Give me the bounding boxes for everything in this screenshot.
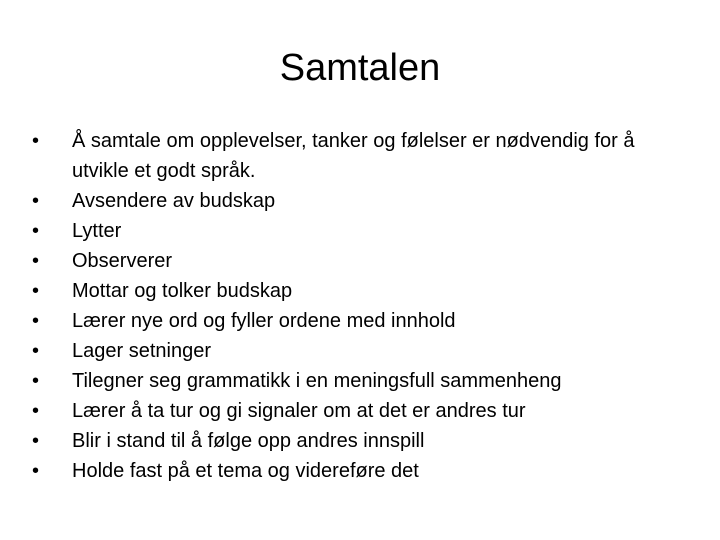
list-item-text: Avsendere av budskap — [72, 190, 276, 212]
list-item-text: Blir i stand til å følge opp andres innspill — [72, 430, 425, 452]
bullet-list — [32, 126, 692, 486]
bullet-icon: • — [32, 430, 40, 452]
list-item — [32, 276, 692, 306]
list-item — [32, 336, 692, 366]
list-item-text: Holde fast på et tema og videreføre det — [72, 460, 419, 482]
list-item — [32, 306, 692, 336]
list-item-text: Mottar og tolker budskap — [72, 280, 293, 302]
bullet-icon: • — [32, 370, 40, 392]
list-item-text: Observerer — [72, 250, 173, 272]
list-item — [32, 186, 692, 216]
list-item — [32, 396, 692, 426]
list-item-text: Å samtale om opplevelser, tanker og følelser er nødvendig for å utvikle et godt språk. — [72, 130, 635, 182]
list-item-text: Lytter — [72, 220, 122, 242]
list-item — [32, 456, 692, 486]
list-item — [32, 366, 692, 396]
list-item — [32, 246, 692, 276]
bullet-icon: • — [32, 190, 40, 212]
list-item — [32, 426, 692, 456]
bullet-icon: • — [32, 460, 40, 482]
bullet-icon: • — [32, 310, 40, 332]
bullet-icon: • — [32, 130, 40, 152]
bullet-icon: • — [32, 400, 40, 422]
bullet-icon: • — [32, 280, 40, 302]
list-item-text: Lærer nye ord og fyller ordene med innhold — [72, 310, 456, 332]
list-item-text: Tilegner seg grammatikk i en meningsfull sammenheng — [72, 370, 562, 392]
list-item — [32, 216, 692, 246]
bullet-icon: • — [32, 340, 40, 362]
list-item — [32, 126, 692, 186]
list-item-text: Lærer å ta tur og gi signaler om at det er andres tur — [72, 400, 526, 422]
bullet-icon: • — [32, 250, 40, 272]
slide-title: Samtalen — [279, 47, 441, 89]
bullet-icon: • — [32, 220, 40, 242]
list-item-text: Lager setninger — [72, 340, 211, 362]
